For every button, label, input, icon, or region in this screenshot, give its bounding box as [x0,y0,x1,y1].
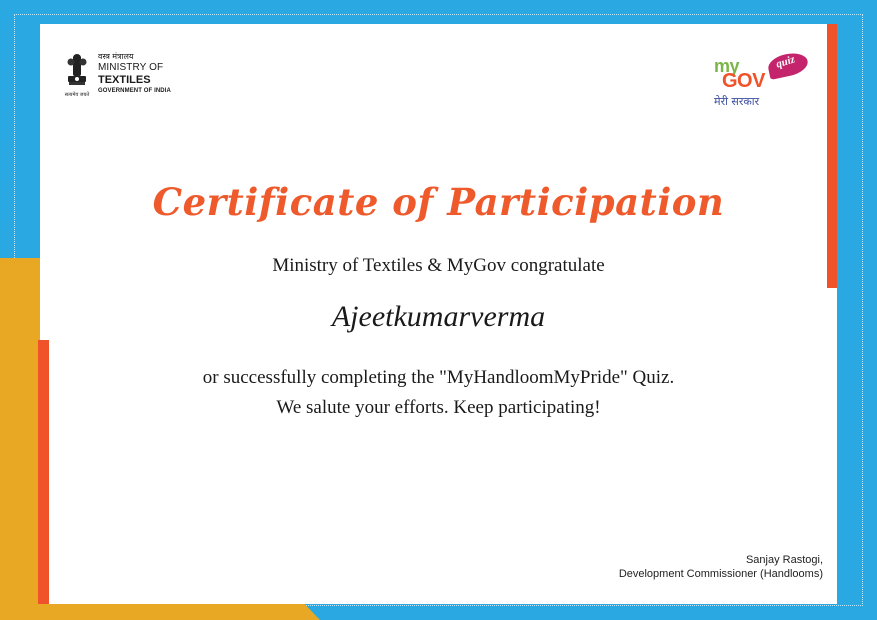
national-emblem-icon [62,52,92,100]
mygov-gov-label: GOV [722,70,765,92]
recipient-name: Ajeetkumarverma [331,300,546,333]
ministry-name-line1: MINISTRY OF [98,62,164,73]
mygov-quiz-logo [712,52,822,112]
congratulation-line: Ministry of Textiles & MyGov congratulate [272,255,605,276]
certificate-title: Certificate of Participation [152,180,725,224]
ministry-text-block [98,52,171,95]
ministry-of-textiles-logo [62,52,202,102]
ministry-name-line2: TEXTILES [98,74,151,86]
mygov-my-label: my [714,56,740,76]
signatory-block [619,553,823,581]
orange-accent-bar-right [827,24,837,288]
ministry-hindi-name: वस्त्र मंत्रालय [98,52,134,61]
signatory-name: Sanjay Rastogi, [745,554,823,566]
mygov-quiz-label: quiz [774,53,797,71]
emblem-motto: सत्यमेव जयते [64,92,90,98]
signatory-title: Development Commissioner (Handlooms) [618,568,823,580]
mygov-hindi-tagline: मेरी सरकार [714,95,760,108]
salute-line: We salute your efforts. Keep participating! [276,397,601,418]
government-of-india-label: GOVERNMENT OF INDIA [98,88,171,94]
achievement-line: or successfully completing the "MyHandloomMyPride" Quiz. [202,367,675,388]
